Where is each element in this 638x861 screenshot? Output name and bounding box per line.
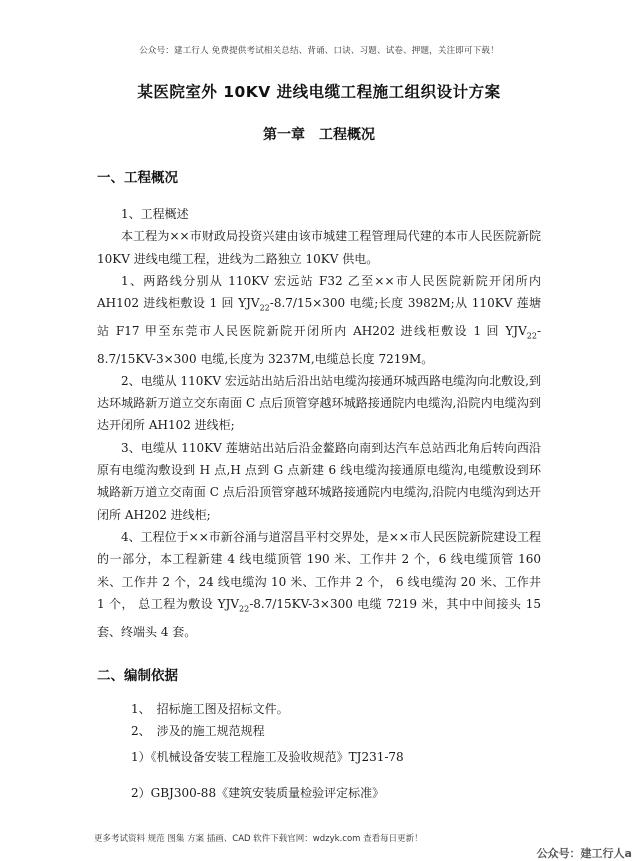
basis-item: 1、 招标施工图及招标文件。	[131, 702, 289, 716]
overview-paragraph-2: 2、电缆从 110KV 宏远站出站后沿出站电缆沟接通环城西路电缆沟向北敷设,到达环城路新万道立交东南面 C 点后顶管穿越环城路接通院内电缆沟,沿院内电缆沟到达开闭所 AH102 进线柜;	[97, 373, 541, 433]
cable-subscript: 22	[239, 604, 250, 614]
overview-paragraph-1: 1、两路线分别从 110KV 宏远站 F32 乙至××市人民医院新院开闭所内 AH102 进线柜敷设 1 回 $YJV_{22}-8.7/15\times 300$ 电缆;长度 3982M;从 110KV 莲塘站 F17 甲至东莞市人民医院新院开闭所内 AH202 进线柜敷设 1 回 $YJV_{22}-8.7/15KV-3\times 300$ 电缆,长度为 3237M,电缆总长度 7219M。	[97, 273, 541, 366]
section-heading-overview: 一、工程概况	[97, 170, 178, 186]
document-title: 某医院室外 10KV 进线电缆工程施工组织设计方案	[137, 83, 501, 101]
watermark: 公众号：建工行人a	[536, 847, 632, 860]
basis-list	[131, 700, 551, 801]
overview-body	[97, 203, 541, 643]
basis-item: 1）《机械设备安装工程施工及验收规范》TJ231-78	[131, 750, 404, 764]
section-heading-basis: 二、编制依据	[97, 668, 178, 684]
footer-note: 更多考试资料 规范 图集 方案 插画、CAD 软件下载官网：wdzyk.com 查看每日更新！	[94, 834, 423, 844]
overview-intro-paragraph: 本工程为××市财政局投资兴建由该市城建工程管理局代建的本市人民医院新院 10KV 进线电缆工程，进线为二路独立 10KV 供电。	[97, 229, 541, 266]
header-note: 公众号：建工行人 免费提供考试相关总结、背诵、口诀、习题、试卷、押题，关注即可下载！	[139, 46, 499, 56]
basis-item: 2、 涉及的施工规范规程	[131, 724, 265, 738]
chapter-title: 第一章 工程概况	[263, 127, 375, 143]
cable-subscript: 22	[259, 303, 270, 313]
overview-paragraph-4: 4、工程位于××市新谷涌与道滘昌平村交界处，是××市人民医院新院建设工程的一部分，本工程新建 4 线电缆顶管 190 米、工作井 2 个，6 线电缆顶管 160 米、工作井 2 个，24 线电缆沟 10 米、工作井 2 个， 6 线电缆沟 20 米、工作井 1 个， 总工程为敷设 $YJV_{22}-8.7/15KV-3\times 300$ 电缆 7219 米，其中中间接头 15 套、终端头 4 套。	[97, 529, 541, 639]
overview-sub-heading: 1、工程概述	[121, 207, 189, 221]
overview-paragraph-3: 3、电缆从 110KV 莲塘站出站后沿金鳌路向南到达汽车总站西北角后转向西沿原有电缆沟敷设到 H 点,H 点到 G 点新建 6 线电缆沟接通原电缆沟,电缆敷设到环城路新万道立交南面 C 点后沿顶管穿越环城路接通院内电缆沟,沿院内电缆沟到达开闭所 AH202 进线柜;	[97, 440, 541, 522]
basis-item: 2）GBJ300-88《建筑安装质量检验评定标准》	[131, 786, 385, 800]
cable-subscript: 22	[526, 331, 537, 341]
